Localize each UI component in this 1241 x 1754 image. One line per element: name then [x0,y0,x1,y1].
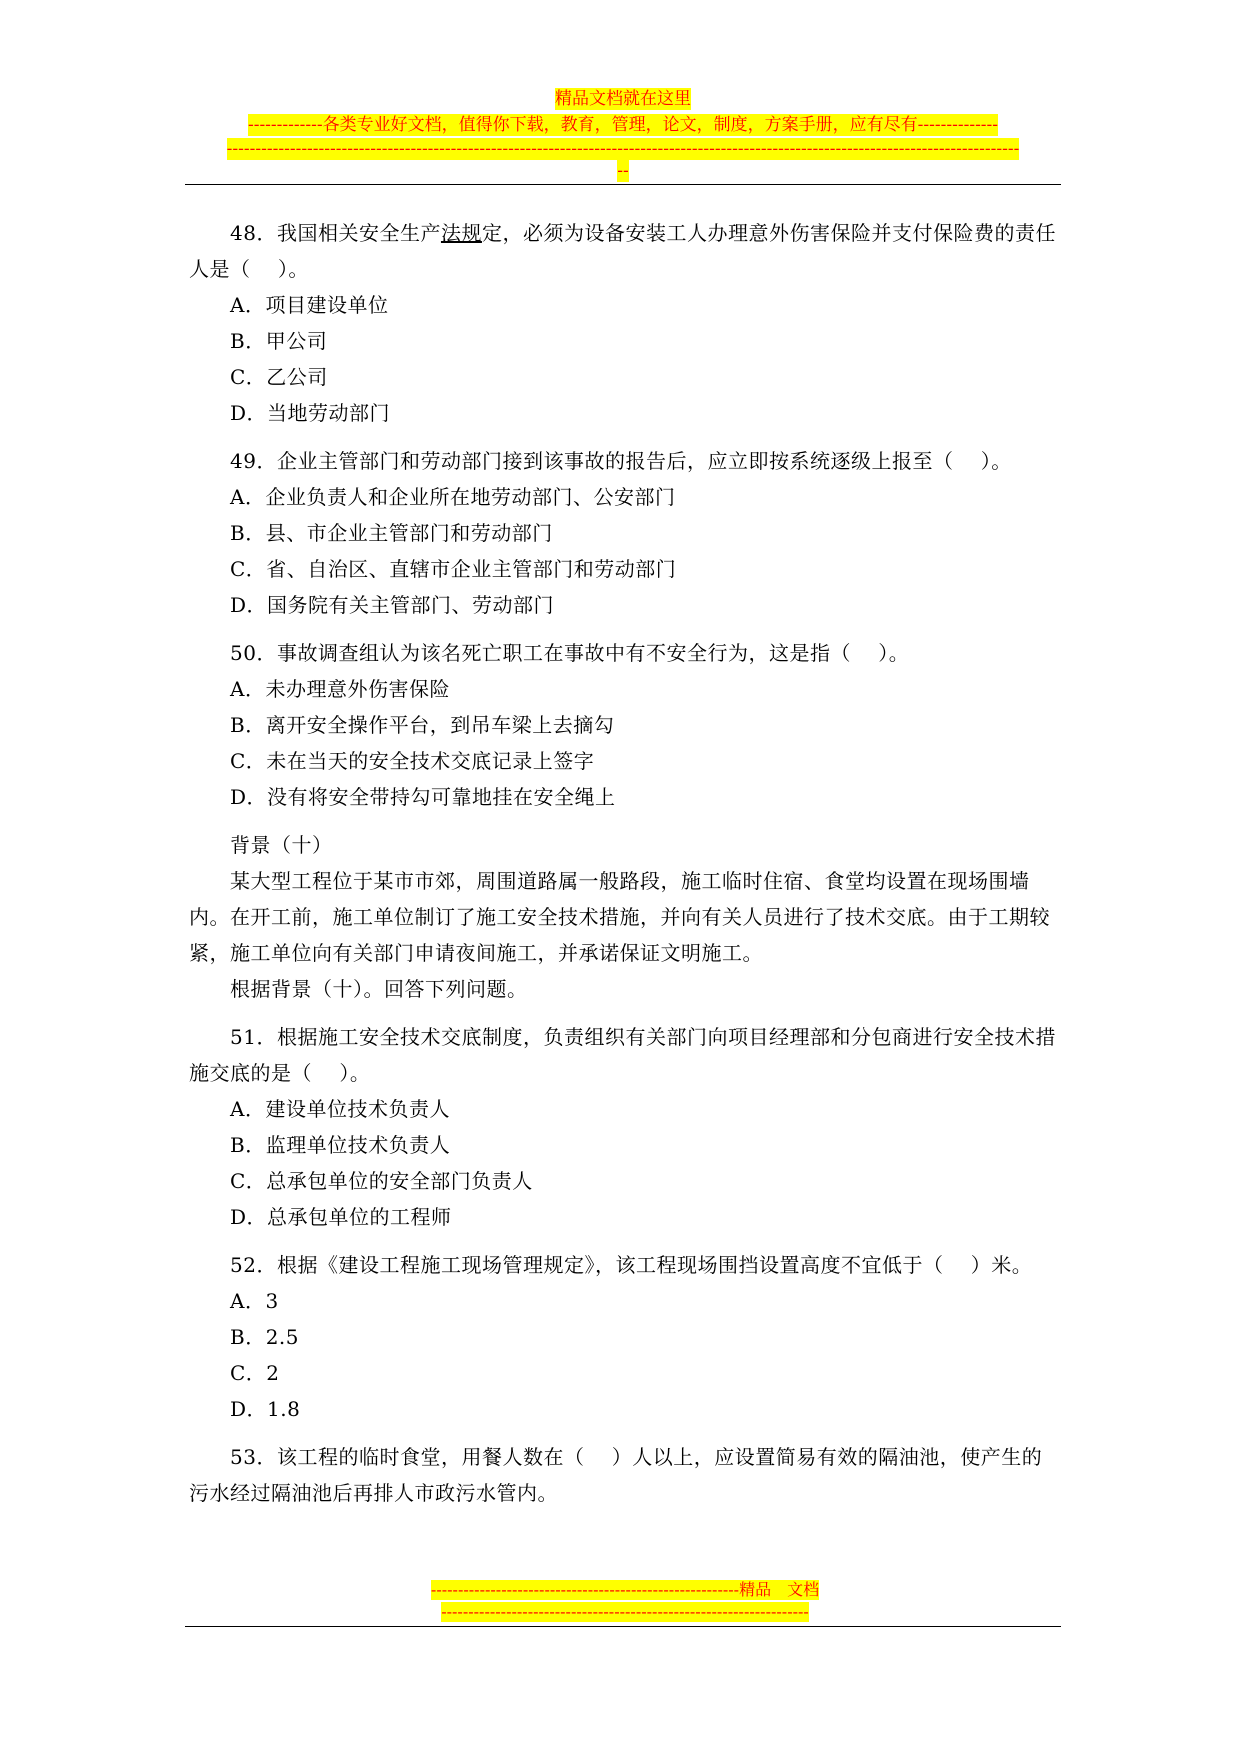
header-title-text: 精品文档就在这里 [555,89,691,109]
question-50-stem: 50．事故调查组认为该名死亡职工在事故中有不安全行为，这是指（ ）。 [230,641,910,665]
background-heading: 背景（十） [230,833,333,857]
document-body [189,215,1057,1511]
header-subtitle [185,114,1061,136]
footer-line-2 [400,1602,850,1622]
question-51-option-a: A．建设单位技术负责人 [230,1097,450,1121]
question-49-option-c: C．省、自治区、直辖市企业主管部门和劳动部门 [230,557,677,581]
question-50-option-d: D．没有将安全带持勾可靠地挂在安全绳上 [230,785,616,809]
question-51-option-c: C．总承包单位的安全部门负责人 [230,1169,533,1193]
header-dash-tail-text: -- [617,161,629,181]
footer-rule [185,1626,1061,1627]
question-48-text-b: 定，必须为设备安装工人办理意外伤害保险并支付保险费的责任人是（ ）。 [189,221,1056,281]
footer-line-1 [400,1580,850,1600]
question-48-text-a: 48．我国相关安全生产 [230,221,441,245]
question-53-stem: 53．该工程的临时食堂，用餐人数在（ ）人以上，应设置简易有效的隔油池，使产生的污水经过隔油池后再排人市政污水管内。 [189,1445,1043,1505]
question-48-option-b: B．甲公司 [230,329,328,353]
question-52-stem: 52．根据《建设工程施工现场管理规定》，该工程现场围挡设置高度不宜低于（ ）米。 [230,1253,1033,1277]
header-dash-text: ------------------------------------------------------------------------------------------------------------------------------------------ [226,139,1020,159]
question-51-option-d: D．总承包单位的工程师 [230,1205,452,1229]
question-49-stem: 49．企业主管部门和劳动部门接到该事故的报告后，应立即按系统逐级上报至（ ）。 [230,449,1012,473]
header-dash-tail [185,160,1061,182]
header-dash-line [185,138,1061,160]
header-rule [185,184,1061,185]
background-instruction: 根据背景（十）。回答下列问题。 [230,977,528,1001]
question-49-option-a: A．企业负责人和企业所在地劳动部门、公安部门 [230,485,676,509]
question-51-option-b: B．监理单位技术负责人 [230,1133,451,1157]
footer-line-2-text: -------------------------------------------------------------------- [441,1602,809,1621]
background-text: 某大型工程位于某市市郊，周围道路属一般路段，施工临时住宿、食堂均设置在现场围墙内。在开工前，施工单位制订了施工安全技术措施，并向有关人员进行了技术交底。由于工期较紧，施工单位向有关部门申请夜间施工，并承诺保证文明施工。 [189,869,1050,965]
question-49-option-d: D．国务院有关主管部门、劳动部门 [230,593,555,617]
question-49-option-b: B．县、市企业主管部门和劳动部门 [230,521,553,545]
question-50-option-c: C．未在当天的安全技术交底记录上签字 [230,749,595,773]
question-52-option-a: A．3 [230,1289,279,1313]
question-48-stem [189,215,1057,287]
question-52-option-c: C．2 [230,1361,280,1385]
header-title [185,88,1061,110]
question-52-option-b: B．2.5 [230,1325,300,1349]
header-subtitle-text: -------------各类专业好文档，值得你下载，教育，管理，论文，制度，方案手册，应有尽有-------------- [247,115,999,135]
question-48-option-a: A．项目建设单位 [230,293,389,317]
question-48-underlined: 法规 [440,221,482,245]
question-51-stem: 51．根据施工安全技术交底制度，负责组织有关部门向项目经理部和分包商进行安全技术措施交底的是（ ）。 [189,1025,1056,1085]
question-52-option-d: D．1.8 [230,1397,301,1421]
footer-line-1-text: ---------------------------------------------------------精品 文档 [430,1580,820,1599]
question-48-option-c: C．乙公司 [230,365,328,389]
question-50-option-b: B．离开安全操作平台，到吊车梁上去摘勾 [230,713,615,737]
question-50-option-a: A．未办理意外伤害保险 [230,677,450,701]
question-48-option-d: D．当地劳动部门 [230,401,391,425]
